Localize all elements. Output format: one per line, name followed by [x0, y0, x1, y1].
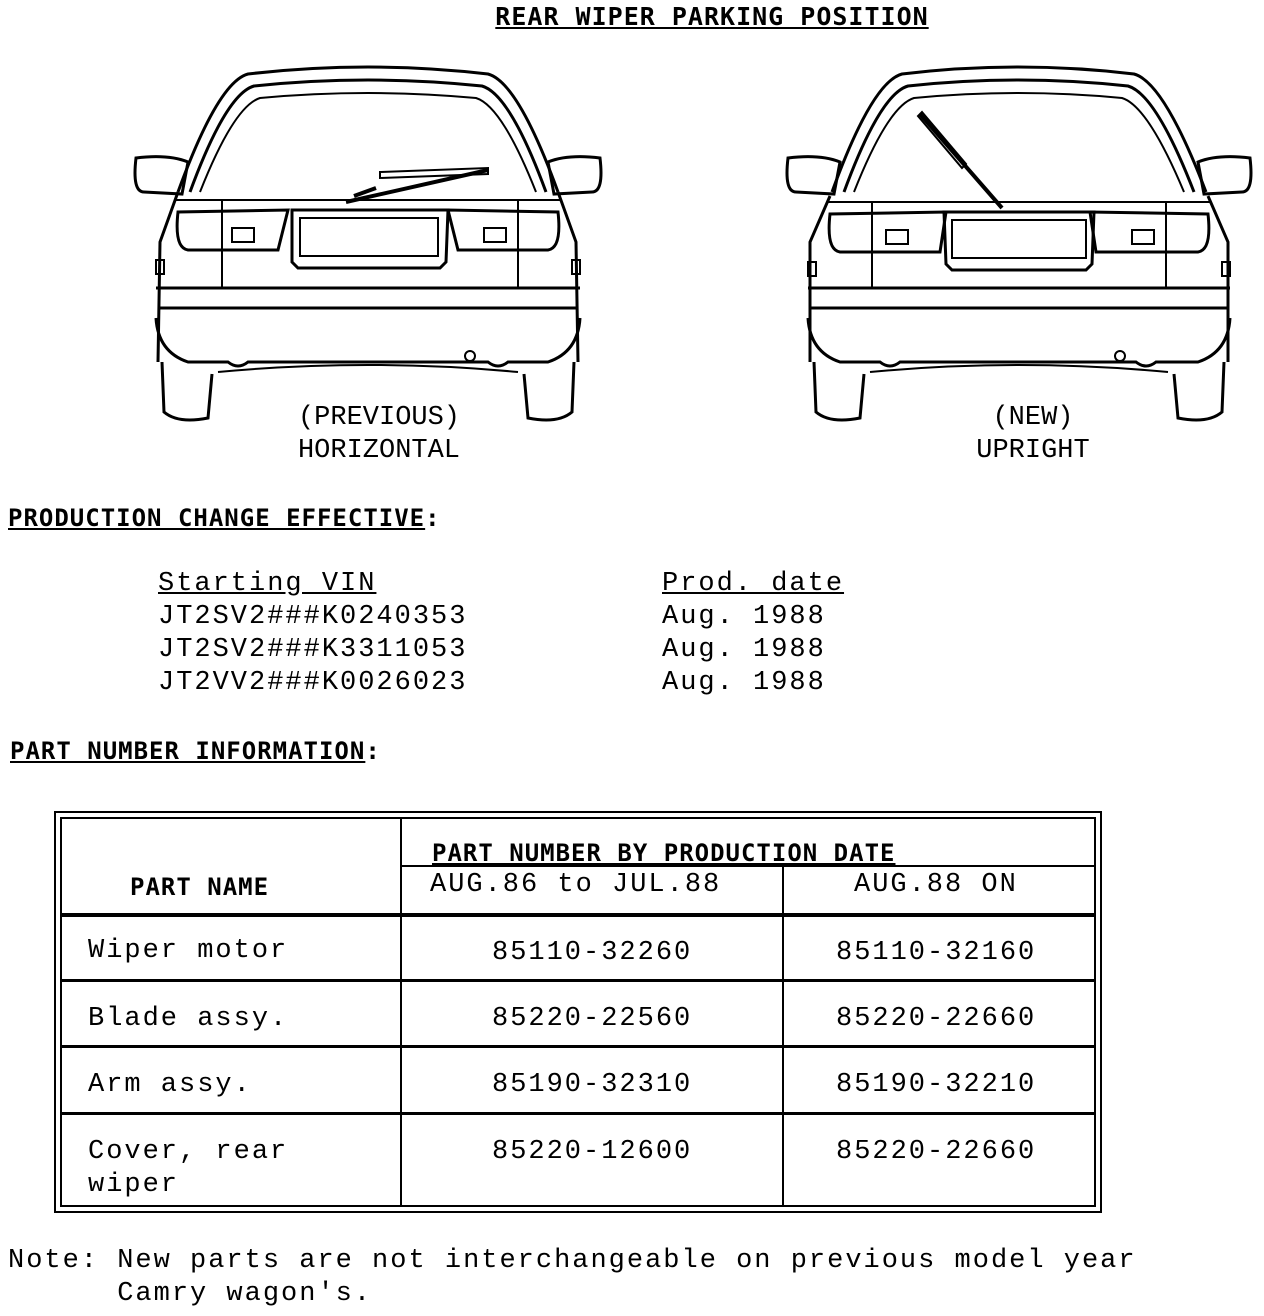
table-hline-row2 [62, 1045, 1094, 1048]
header-part-number-group: PART NUMBER BY PRODUCTION DATE [432, 839, 896, 867]
header-col-a: AUG.86 to JUL.88 [430, 870, 722, 900]
production-change-heading-text: PRODUCTION CHANGE EFFECTIVE [8, 504, 426, 532]
date-row-3: Aug. 1988 [662, 668, 826, 698]
right-figure-caption [883, 402, 1183, 468]
part-number-heading [10, 737, 381, 765]
row2-part-number-b: 85220-22660 [836, 1004, 1037, 1034]
left-caption-line1: (PREVIOUS) [297, 403, 461, 433]
row3-part-number-b: 85190-32210 [836, 1070, 1037, 1100]
production-change-heading-colon: : [425, 504, 441, 532]
table-hline-header [62, 913, 1094, 917]
date-row-1: Aug. 1988 [662, 602, 826, 632]
col-prod-date: Prod. date [662, 569, 845, 599]
row1-part-name: Wiper motor [88, 936, 289, 966]
table-hline-row1 [62, 979, 1094, 982]
row4-part-number-a: 85220-12600 [492, 1137, 693, 1167]
part-number-table-inner [60, 817, 1096, 1207]
row2-part-name: Blade assy. [88, 1004, 289, 1034]
row1-part-number-a: 85110-32260 [492, 938, 693, 968]
part-number-table [54, 811, 1102, 1213]
left-caption-line2: HORIZONTAL [297, 436, 461, 466]
vin-row-3: JT2VV2###K0026023 [158, 668, 468, 698]
row4-part-name-line1: Cover, rear [88, 1137, 289, 1167]
note-line2: Camry wagon's. [8, 1279, 373, 1309]
row1-part-number-b: 85110-32160 [836, 938, 1037, 968]
row3-part-name: Arm assy. [88, 1070, 252, 1100]
date-row-2: Aug. 1988 [662, 635, 826, 665]
row4-part-name-line2: wiper [88, 1170, 180, 1200]
part-number-heading-colon: : [365, 737, 381, 765]
car-rear-previous-illustration [128, 62, 608, 427]
vin-row-2: JT2SV2###K3311053 [158, 635, 468, 665]
col-starting-vin: Starting VIN [158, 569, 377, 599]
row3-part-number-a: 85190-32310 [492, 1070, 693, 1100]
table-vline-1 [400, 819, 402, 1205]
table-hline-row3 [62, 1112, 1094, 1115]
row4-part-number-b: 85220-22660 [836, 1137, 1037, 1167]
header-part-name: PART NAME [130, 873, 270, 901]
vin-row-1: JT2SV2###K0240353 [158, 602, 468, 632]
row2-part-number-a: 85220-22560 [492, 1004, 693, 1034]
page-title: REAR WIPER PARKING POSITION [495, 2, 929, 31]
production-change-heading [8, 504, 441, 532]
right-caption-line1: (NEW) [992, 403, 1074, 433]
header-col-b: AUG.88 ON [854, 870, 1018, 900]
left-figure-caption [229, 402, 529, 468]
table-vline-2 [782, 867, 784, 1205]
car-rear-new-illustration [782, 62, 1256, 427]
note-line1: Note: New parts are not interchangeable on previous model year [8, 1246, 1137, 1276]
part-number-heading-text: PART NUMBER INFORMATION [10, 737, 366, 765]
right-caption-line2: UPRIGHT [976, 436, 1090, 466]
